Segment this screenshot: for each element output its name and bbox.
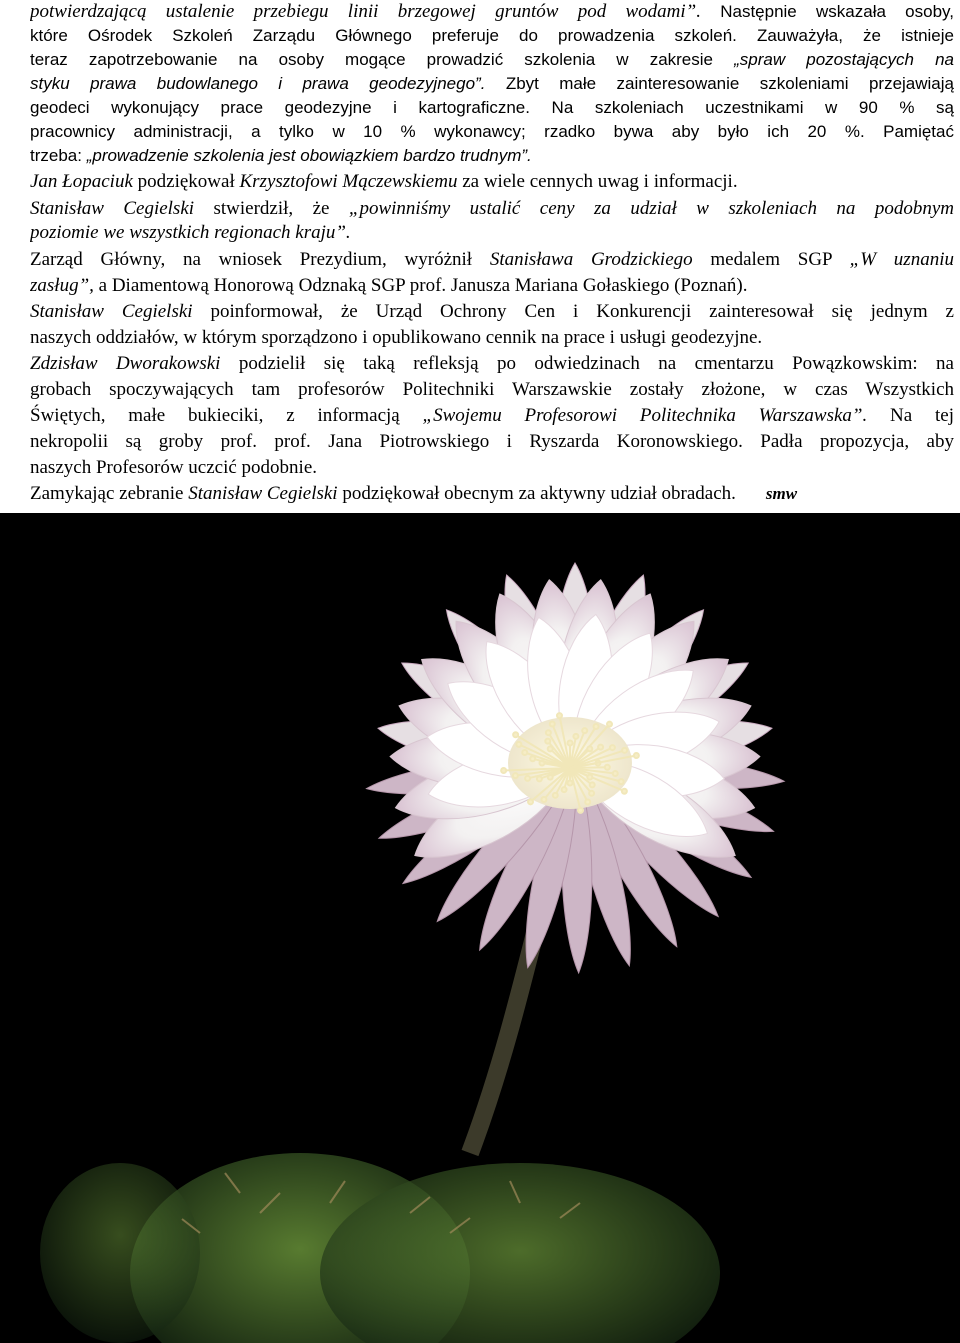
text-fragment: Zamykając zebranie — [30, 483, 189, 504]
text-line-9 — [30, 197, 954, 221]
text-fragment: geodeci wykonujący prace geodezyjne i kartograficzne. — [30, 98, 530, 117]
text-line-3 — [30, 48, 954, 72]
person-name: Stanisław Cegielski — [188, 483, 338, 504]
anther — [553, 793, 558, 798]
text-line-17 — [30, 404, 954, 428]
person-name: Stanisław Cegielski — [30, 301, 193, 322]
anther — [525, 776, 530, 781]
quote-fragment: „Swojemu Profesorowi Politechnika Warszawska”. — [422, 405, 868, 426]
anther — [545, 739, 550, 744]
text-fragment: podzielił się taką refleksją po odwiedzinach na cmentarzu Powązkowskim: na — [220, 353, 954, 374]
anther — [607, 722, 612, 727]
anther — [610, 745, 615, 750]
text-fragment: Pamiętać — [864, 122, 954, 141]
text-line-11 — [30, 248, 954, 272]
flower-illustration — [0, 513, 960, 1343]
quote-fragment: poziomie we wszystkich regionach kraju”. — [30, 222, 351, 243]
text-line-12 — [30, 274, 954, 298]
text-fragment: Na tej — [867, 405, 954, 426]
anther — [587, 775, 592, 780]
text-fragment: Na szkoleniach uczestnikami w 90 % są — [530, 98, 954, 117]
person-name: Krzysztofowi Mączewskiemu — [239, 171, 458, 192]
anther — [605, 765, 610, 770]
cactus-flower-photo — [0, 513, 960, 1343]
text-fragment: nekropolii są groby prof. prof. Jana Piotrowskiego i Ryszarda Koronowskiego. Padła propozycja, aby — [30, 431, 954, 452]
anther — [634, 753, 639, 758]
text-fragment: trzeba: — [30, 146, 87, 165]
anther — [516, 742, 521, 747]
text-fragment: a Diamentową Honorową Odznaką SGP prof. Janusza Mariana Gołaskiego (Poznań). — [93, 275, 748, 296]
anther — [546, 730, 551, 735]
person-name: Jan Łopaciuk — [30, 171, 133, 192]
quote-fragment: „spraw pozostających na — [734, 50, 954, 69]
text-line-4 — [30, 72, 954, 96]
quote-fragment: styku prawa budowlanego i prawa geodezyjnego”. — [30, 74, 486, 93]
anther — [573, 734, 578, 739]
text-line-5 — [30, 96, 954, 120]
text-line-13 — [30, 300, 954, 324]
text-fragment: poinformował, że Urząd Ochrony Cen i Konkurencji zainteresował się jednym z — [192, 301, 954, 322]
anther — [568, 781, 573, 786]
anther — [530, 756, 535, 761]
anther — [562, 787, 567, 792]
anther — [513, 773, 518, 778]
quote-fragment: „prowadzenie szkolenia jest obowiązkiem bardzo trudnym”. — [86, 146, 532, 165]
anther — [541, 797, 546, 802]
anther — [587, 746, 592, 751]
text-fragment: które Ośrodek Szkoleń Zarządu Głównego preferuje do prowadzenia szkoleń. Zauważyła, że istnieje — [30, 26, 954, 45]
person-name: Stanisław Cegielski — [30, 198, 195, 219]
text-fragment: stwierdził, że — [194, 198, 349, 219]
text-line-7 — [30, 144, 954, 168]
text-line-10 — [30, 221, 954, 245]
anther — [589, 791, 594, 796]
text-fragment: naszych oddziałów, w którym sporządzono i opublikowano cennik na prace i usługi geodezyjne. — [30, 327, 763, 348]
text-fragment: medalem SGP — [692, 249, 850, 270]
anther — [578, 808, 583, 813]
anther — [528, 799, 533, 804]
text-fragment: podziękował — [132, 171, 240, 192]
text-line-15 — [30, 352, 954, 376]
cactus-body — [40, 1153, 720, 1343]
text-fragment: grobach spoczywających tam profesorów Politechniki Warszawskie zostały złożone, w czas Wszystkich — [30, 379, 954, 400]
quote-fragment: „powinniśmy ustalić ceny za udział w szkoleniach na podobnym — [348, 198, 954, 219]
text-fragment: za wiele cennych uwag i informacji. — [457, 171, 738, 192]
anther — [590, 782, 595, 787]
text-line-16 — [30, 378, 954, 402]
anther — [585, 799, 590, 804]
text-fragment: Zbyt małe zainteresowanie szkoleniami przejawiają — [485, 74, 954, 93]
anther — [622, 789, 627, 794]
text-fragment: pracownicy administracji, a tylko w 10 % wykonawcy; rzadko bywa aby było ich 20 %. — [30, 122, 865, 141]
quote-fragment: „W uznaniu — [849, 249, 954, 270]
text-line-8 — [30, 170, 954, 194]
anther — [594, 724, 599, 729]
anther — [582, 728, 587, 733]
text-line-18 — [30, 430, 954, 454]
text-fragment: Następnie wskazała osoby, — [700, 2, 954, 21]
text-fragment: Świętych, małe bukieciki, z informacją — [30, 405, 423, 426]
anther — [613, 771, 618, 776]
text-fragment: podziękował obecnym za aktywny udział obradach. — [337, 483, 736, 504]
anther — [537, 776, 542, 781]
anther — [513, 732, 518, 737]
author-signature: smw — [765, 484, 798, 503]
text-line-2 — [30, 24, 954, 48]
anther — [501, 768, 506, 773]
anther — [598, 745, 603, 750]
text-line-1 — [30, 0, 954, 24]
text-line-19 — [30, 456, 954, 480]
person-name: Stanisława Grodzickiego — [489, 249, 693, 270]
text-line-6 — [30, 120, 954, 144]
person-name: Zdzisław Dworakowski — [30, 353, 221, 374]
quote-fragment: potwierdzającą ustalenie przebiegu linii brzegowej gruntów pod wodami”. — [30, 1, 701, 22]
text-fragment: Zarząd Główny, na wniosek Prezydium, wyróżnił — [30, 249, 490, 270]
anther — [550, 722, 555, 727]
anther — [622, 748, 627, 753]
text-line-20 — [30, 482, 954, 506]
anther — [619, 779, 624, 784]
anther — [568, 741, 573, 746]
text-line-14 — [30, 326, 954, 350]
text-fragment: naszych Profesorów uczcić podobnie. — [30, 457, 318, 478]
anther — [522, 750, 527, 755]
anther — [557, 713, 562, 718]
text-fragment: teraz zapotrzebowanie na osoby mogące prowadzić szkolenia w zakresie — [30, 50, 735, 69]
quote-fragment: zasług”, — [30, 275, 94, 296]
